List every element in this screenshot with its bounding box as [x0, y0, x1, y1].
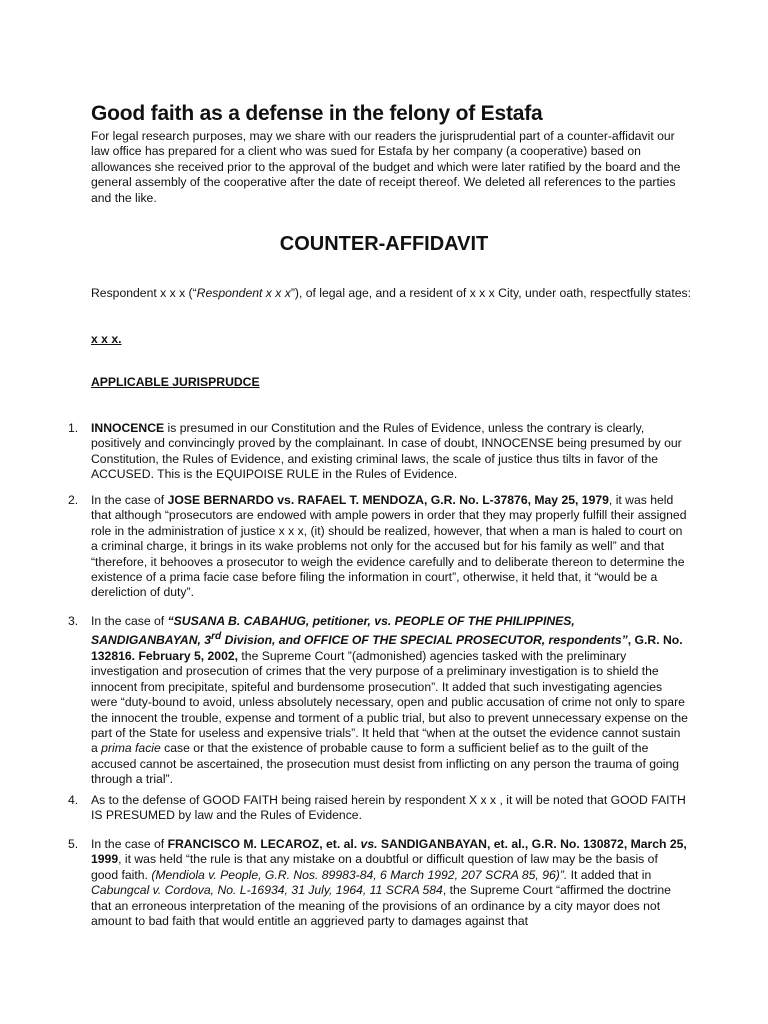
list-item-number: 3.	[68, 614, 79, 628]
respondent-text-italic: Respondent x x x	[196, 286, 291, 300]
item-3-intro: In the case of	[91, 614, 168, 628]
item-5-vs: vs.	[360, 837, 378, 851]
section-subheading: APPLICABLE JURISPRUDCE	[91, 375, 260, 389]
item-1-bold: INNOCENCE	[91, 421, 165, 435]
item-5-citation-2: Cabungcal v. Cordova, No. L-16934, 31 July, 1964, 11 SCRA 584	[91, 883, 443, 898]
respondent-text-pre: Respondent x x x (“	[91, 286, 197, 300]
item-3-case-title: “SUSANA B. CABAHUG, petitioner, vs. PEOPLE OF THE PHILIPPINES, SANDIGANBAYAN, 3	[91, 614, 575, 648]
item-5-citation-1: (Mendiola v. People, G.R. Nos. 89983-84, 6 March 1992, 207 SCRA 85, 96)”.	[151, 867, 568, 882]
item-5-case-a: FRANCISCO M. LECAROZ, et. al.	[167, 837, 361, 851]
item-2-body: , it was held that although “prosecutors are endowed with ample powers in order that they may properly fulfill their assigned role in the administration of justice x x x, (it) should be realized, however, that when a man is haled to court on a criminal charge, it brings in its wake problems not only for the accused but for his family as well” and that “therefore, it behooves a prosecutor to weigh the evidence carefully and to deliberate thereon to determine the existence of a prima facie case before filing the information in court”, otherwise, it held that, it “would be a dereliction of duty”.	[91, 493, 687, 600]
item-2-intro: In the case of	[91, 493, 168, 507]
list-item-5	[68, 837, 688, 929]
list-item-text	[91, 493, 688, 601]
list-item-number: 5.	[68, 837, 79, 851]
list-item-text	[91, 614, 688, 788]
list-item-text	[91, 837, 688, 929]
list-item-3	[68, 614, 688, 788]
list-item-number: 1.	[68, 421, 79, 435]
list-item-4	[68, 793, 688, 824]
counter-affidavit-heading: COUNTER-AFFIDAVIT	[279, 233, 489, 255]
item-5-case-b: SANDIGANBAYAN, et. al., G.R. No. 130872, March 25, 1999	[91, 837, 687, 867]
article-title: Good faith as a defense in the felony of Estafa	[91, 102, 543, 125]
list-item-text	[91, 793, 688, 824]
respondent-paragraph	[91, 286, 691, 301]
omission-marker: x x x.	[91, 332, 122, 346]
item-3-superscript: rd	[211, 631, 222, 643]
respondent-text-post: ”), of legal age, and a resident of x x x City, under oath, respectfully states:	[290, 286, 691, 300]
list-item-1	[68, 421, 688, 483]
list-item-number: 4.	[68, 793, 79, 807]
item-5-body-cont: It added that in	[567, 867, 652, 882]
item-2-case-citation: JOSE BERNARDO vs. RAFAEL T. MENDOZA, G.R. No. L-37876, May 25, 1979	[167, 493, 609, 507]
list-item-2	[68, 493, 688, 601]
item-3-case-title-cont: Division, and OFFICE OF THE SPECIAL PROSECUTOR, respondents”	[221, 633, 628, 648]
item-3-body: the Supreme Court ”(admonished) agencies tasked with the preliminary investigation and prosecution of crimes that the very purpose of a preliminary investigation is to shield the innocent from precipitate, spiteful and burdensome prosecution”. It added that such investigating agencies were “duty-bound to avoid, unless absolutely necessary, open and public accusation of crime not only to spare the innocent the trouble, expense and torment of a public trial, but also to prevent unnecessary expense on the part of the State for useless and expensive trials”. It held that “when at the outset the evidence cannot sustain a	[91, 648, 688, 756]
intro-paragraph: For legal research purposes, may we share with our readers the jurisprudential part of a counter-affidavit our law office has prepared for a client who was sued for Estafa by her company (a cooperative) based on allowances she received prior to the approval of the budget and which were later ratified by the board and the general assembly of the cooperative after the date of receipt thereof. We deleted all references to the parties and the like.	[91, 129, 681, 205]
item-4-body: As to the defense of GOOD FAITH being raised herein by respondent X x x , it will be noted that GOOD FAITH IS PRESUMED by law and the Rules of Evidence.	[91, 793, 686, 823]
item-3-gr-number: , G.R. No. 132816. February 5, 2002,	[91, 633, 683, 663]
item-3-body-cont: case or that the existence of probable cause to form a sufficient belief as to the guilt of the accused cannot be ascertained, the prosecution must desist from inflicting on any person the trauma of going through a trial”.	[91, 741, 680, 787]
item-3-italic: prima facie	[101, 741, 161, 756]
item-1-body: is presumed in our Constitution and the Rules of Evidence, unless the contrary is clearly, positively and convincingly proved by the complainant. In case of doubt, INNOCENSE being presumed by our Constitution, the Rules of Evidence, and existing criminal laws, the scale of justice thus tilts in favor of the ACCUSED. This is the EQUIPOISE RULE in the Rules of Evidence.	[91, 421, 682, 482]
list-item-number: 2.	[68, 493, 79, 507]
item-5-intro: In the case of	[91, 837, 168, 851]
item-5-body-end: , the Supreme Court “affirmed the doctrine that an erroneous interpretation of the meaning of the provisions of an ordinance by a city mayor does not amount to bad faith that would entitle an aggrieved party to damages against that	[91, 883, 671, 929]
item-5-body: , it was held “the rule is that any mistake on a doubtful or difficult question of law may be the basis of good faith.	[91, 852, 658, 882]
list-item-text	[91, 421, 688, 483]
